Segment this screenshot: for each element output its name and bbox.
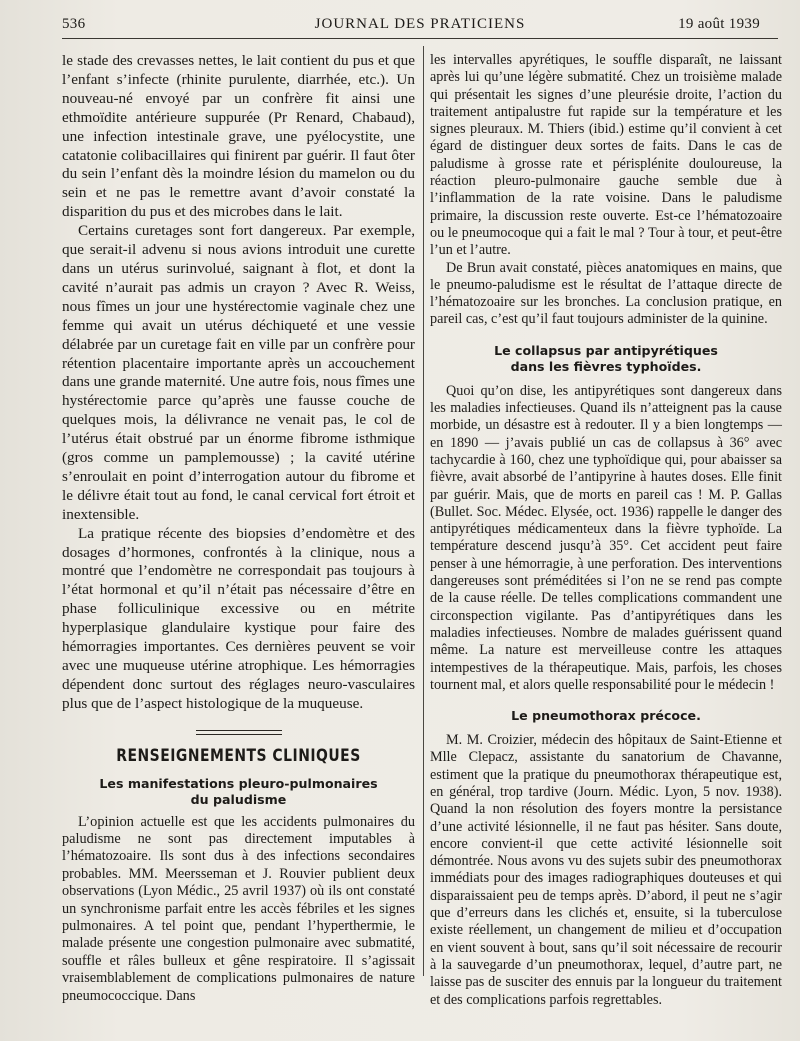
paragraph: le stade des crevasses nettes, le lait contient du pus et que l’enfant s’infecte (rhinite purulente, diarrhée, etc.). Un nouveau-né envoyé par un confrère fit ainsi une ethmoïdite antérieure suppurée (Pr Renard, Chabaud), une infection intestinale grave, une pyélocystite, une catatonie colibacillaires qui finirent par guérir. Il faut ôter du sein l’enfant dès la moindre lésion du mamelon ou du sein et ne pas le remettre avant d’avoir constaté la disparition du pus et des microbes dans le lait. <box>62 52 415 221</box>
page-header <box>62 14 778 38</box>
paragraph: L’opinion actuelle est que les accidents pulmonaires du paludisme ne sont pas directement imputables à l’hématozoaire. Ils sont dus à des infections secondaires probables. MM. Meersseman et J. Rouvier publient deux observations (Lyon Médic., 25 avril 1937) où ils ont constaté un synchronisme parfait entre les accès fébriles et les signes pulmonaires. A tel point que, pendant l’hyperthermie, le malade présente une congestion pulmonaire avec submatité, souffle et râles bulleux et gêne respiratoire. Il s’agissait vraisemblablement de complications pulmonaires de nature pneumococcique. Dans <box>62 813 415 1004</box>
header-rule <box>62 38 778 39</box>
issue-date: 19 août 1939 <box>678 16 760 32</box>
section-title: RENSEIGNEMENTS CLINIQUES <box>116 745 361 766</box>
paragraph: les intervalles apyrétiques, le souffle disparaît, ne laissant après lui qu’une légère submatité. Chez un troisième malade qui présentait les signes d’une pleurésie droite, l’action du traitement antipalustre fut rapide sur la température et les signes pleuraux. M. Thiers (ibid.) estime qu’il convient à cet égard de distinguer deux sortes de faits. Dans le cas de paludisme à grosse rate et périsplénite douloureuse, la réaction pleuro-pulmonaire gauche semble due à l’inflammation de la rate voisine. Dans le paludisme primaire, la discussion reste ouverte. Est-ce l’hématozoaire ou le pneumocoque qui a fait le mal ? Tour à tour, et peut-être l’un et l’autre. <box>430 52 782 259</box>
subhead-line: Le collapsus par antipyrétiques <box>494 342 718 358</box>
left-column <box>62 52 415 1005</box>
paragraph: De Brun avait constaté, pièces anatomiques en mains, que le pneumo-paludisme est le résultat de l’attaque directe de l’hématozoaire sur les bronches. La conclusion pratique, en pareil cas, c’est qu’il faut toujours administer de la quinine. <box>430 259 782 328</box>
subhead-line: dans les fièvres typhoïdes. <box>510 358 702 374</box>
paragraph: M. M. Croizier, médecin des hôpitaux de Saint-Etienne et Mlle Clepacz, assistante du sanatorium de Chavanne, estiment que la pratique du pneumothorax thérapeutique est, en général, trop tardive (Journ. Médic. Lyon, 5 nov. 1938). Quand la non résolution des foyers montre la persistance d’une activité lésionnelle, il ne faut pas hésiter. Sans doute, encore convient-il que cette activité lésionnelle soit démontrée. Nous avons vu des sujets subir des pneumothorax immédiats pour des images radiographiques douteuses et qui disparaissaient peu de temps après. D’abord, il peut ne s’agir que d’erreurs dans les clichés et, ensuite, si la tuberculose existe réellement, un changement de milieu et d’occupation en vient souvent à bout, sans qu’il soit nécessaire de recourir à la sauvegarde d’un pneumothorax, lequel, d’autre part, ne laisse pas de susciter des ennuis par la longueur du traitement et des complications parfois regrettables. <box>430 732 782 1008</box>
right-column <box>430 52 782 1009</box>
journal-title: JOURNAL DES PRATICIENS <box>314 16 526 32</box>
subhead-line: Les manifestations pleuro-pulmonaires <box>99 775 378 791</box>
article-subhead <box>62 776 415 808</box>
column-divider <box>423 46 424 976</box>
paragraph: La pratique récente des biopsies d’endomètre et des dosages d’hormones, confrontés à la clinique, nous a montré que l’endomètre ne correspondait pas toujours à l’état hormonal et qu’il n’était pas nécessaire d’être en phase folliculinique excessive ou en métrite hyperplasique glandulaire kystique pour faire des hémorragies importantes. Ces dernières peuvent se voir avec une muqueuse utérine atrophique. Les hémorragies dépendent donc surtout des réglages neuro-vasculaires plus que de l’aspect histologique de la muqueuse. <box>62 524 415 712</box>
article-subhead <box>430 343 782 375</box>
section-heading-block <box>62 730 415 766</box>
page-number: 536 <box>62 16 86 32</box>
paragraph: Quoi qu’on dise, les antipyrétiques sont dangereux dans les maladies infectieuses. Quand ils n’atteignent pas la cause morbide, un désastre est à redouter. Il y a bien longtemps — en 1890 — j’avais publié un cas de collapsus à 36° avec tachycardie à 160, chez une typhoïdique qui, pour abaisser sa fièvre, avait absorbé de l’antipyrine à hautes doses. Elle finit par guérir. Mais, que de morts en pareil cas ! M. P. Gallas (Bullet. Soc. Médec. Elysée, oct. 1936) rappelle le danger des antipyrétiques médicamenteux dans la fièvre typhoïde. La température descend jusqu’à 35°. Cet accident peut faire penser à une hémorragie, à une perforation. Des interventions dangereuses sont préméditées si l’on ne se rend pas compte de la cause réelle. De telles complications commandent une circonspection vigilante. Pas d’antipyrétiques dans les maladies infectieuses. Nombre de malades guérissent quand même. La nature est merveilleuse contre les attaques intempestives de la thérapeutique. Mais, parfois, les choses tournent mal, et alors quelle responsabilité pour le médecin ! <box>430 382 782 693</box>
section-divider <box>196 730 282 735</box>
subhead-line: du paludisme <box>190 791 287 807</box>
paragraph: Certains curetages sont fort dangereux. Par exemple, que serait-il advenu si nous avions introduit une curette dans un utérus surinvolué, saignant à flot, et dont la cavité n’aurait pas admis un crayon ? Avec R. Weiss, nous fîmes un jour une hystérectomie vaginale chez une femme qui avait un utérus déchiqueté et une vessie délabrée par un curetage fait en ville par un confrère pour rétention placentaire importante après un accouchement dans une grande maternité. Une autre fois, nous fîmes une hystérectomie parce qu’après une fausse couche de quelques mois, la délivrance ne venait pas, le col de l’utérus était obstrué par un énorme fibrome isthmique (gros comme un pamplemousse) ; la cavité utérine s’enroulait en point d’interrogation autour du fibrome et le délivre était tout au fond, le canal cervical fort étroit et inextensible. <box>62 222 415 523</box>
article-subhead: Le pneumothorax précoce. <box>511 708 701 724</box>
